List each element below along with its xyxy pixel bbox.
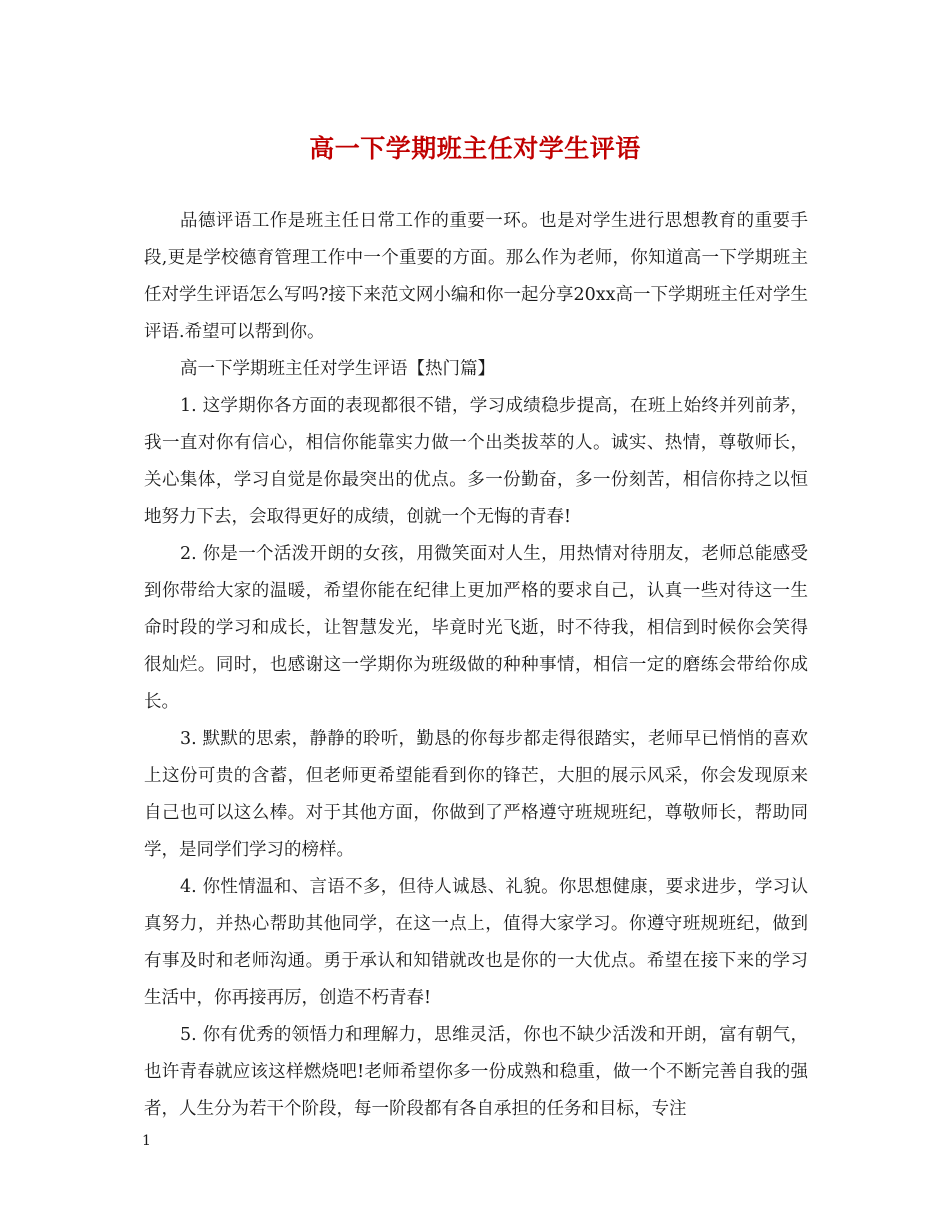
document-body <box>144 203 808 1128</box>
section-heading: 高一下学期班主任对学生评语【热门篇】 <box>180 359 495 379</box>
comment-item-3: 3. 默默的思索，静静的聆听，勤恳的你每步都走得很踏实，老师早已悄悄的喜欢上这份可贵的含蓄，但老师更希望能看到你的锋芒，大胆的展示风采，你会发现原来自己也可以这么棒。对于其他方面，你做到了严格遵守班规班纪，尊敬师长，帮助同学，是同学们学习的榜样。 <box>144 729 808 860</box>
comment-item-1: 1. 这学期你各方面的表现都很不错，学习成绩稳步提高，在班上始终并列前茅，我一直对你有信心，相信你能靠实力做一个出类拔萃的人。诚实、热情，尊敬师长，关心集体，学习自觉是你最突出的优点。多一份勤奋，多一份刻苦，相信你持之以恒地努力下去，会取得更好的成绩，创就一个无悔的青春! <box>144 396 808 527</box>
comment-item-5: 5. 你有优秀的领悟力和理解力，思维灵活，你也不缺少活泼和开朗，富有朝气，也许青春就应该这样燃烧吧!老师希望你多一份成熟和稳重，做一个不断完善自我的强者，人生分为若干个阶段，每一阶段都有各自承担的任务和目标，专注 <box>144 1025 808 1119</box>
document-title: 高一下学期班主任对学生评语 <box>309 134 641 163</box>
intro-paragraph: 品德评语工作是班主任日常工作的重要一环。也是对学生进行思想教育的重要手段,更是学校德育管理工作中一个重要的方面。那么作为老师，你知道高一下学期班主任对学生评语怎么写吗?接下来范文网小编和你一起分享20xx高一下学期班主任对学生评语.希望可以帮到你。 <box>144 211 808 342</box>
comment-item-4: 4. 你性情温和、言语不多，但待人诚恳、礼貌。你思想健康，要求进步，学习认真努力，并热心帮助其他同学，在这一点上，值得大家学习。你遵守班规班纪，做到有事及时和老师沟通。勇于承认和知错就改也是你的一大优点。希望在接下来的学习生活中，你再接再厉，创造不朽青春! <box>144 877 808 1008</box>
comment-item-2: 2. 你是一个活泼开朗的女孩，用微笑面对人生，用热情对待朋友，老师总能感受到你带给大家的温暖，希望你能在纪律上更加严格的要求自己，认真一些对待这一生命时段的学习和成长，让智慧发光，毕竟时光飞逝，时不待我，相信到时候你会笑得很灿烂。同时，也感谢这一学期你为班级做的种种事情，相信一定的磨练会带给你成长。 <box>144 544 808 712</box>
page-number: 1 <box>142 1133 151 1149</box>
